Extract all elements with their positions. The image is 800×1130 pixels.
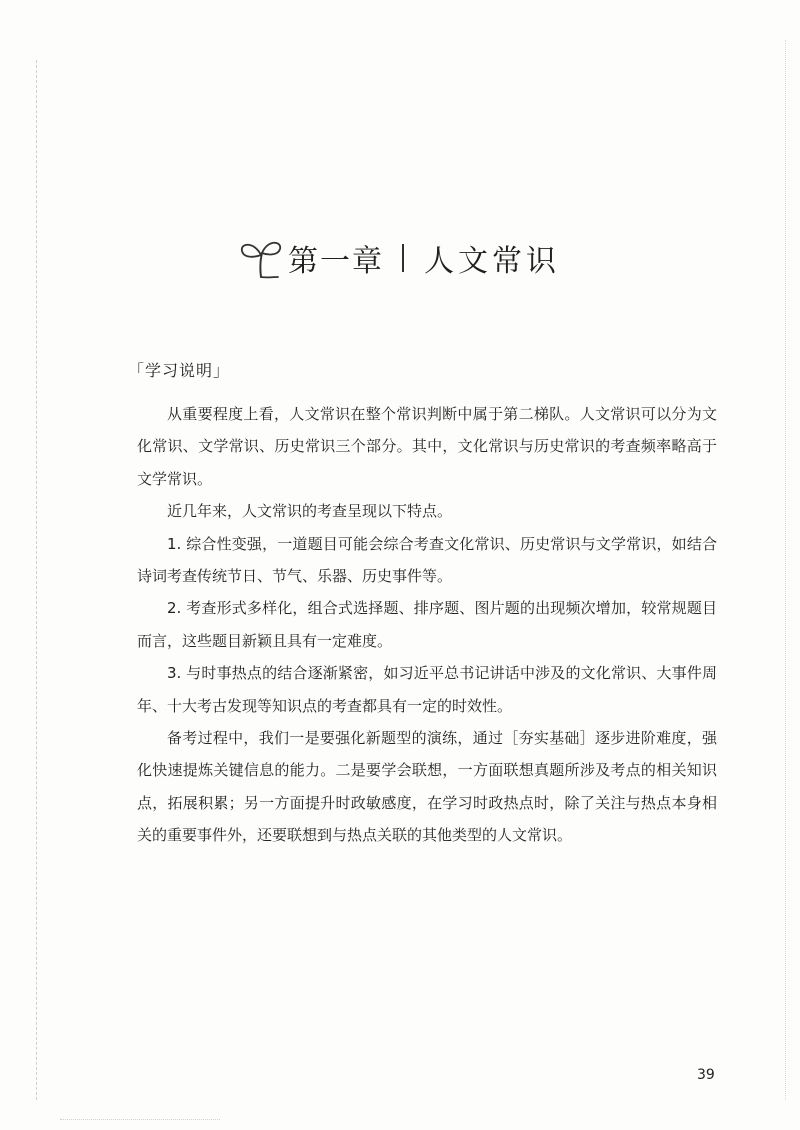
scan-edge-bottom: [60, 1119, 220, 1120]
body-text: [137, 398, 717, 852]
scan-edge-right: [785, 40, 786, 1100]
page-number: 39: [697, 1067, 715, 1083]
chapter-number: 第一章: [288, 244, 384, 279]
chapter-divider: [402, 244, 404, 272]
paragraph: 3. 与时事热点的结合逐渐紧密，如习近平总书记讲话中涉及的文化常识、大事件周年、十大考古发现等知识点的考查都具有一定的时效性。: [137, 664, 717, 715]
paragraph: 1. 综合性变强，一道题目可能会综合考查文化常识、历史常识与文学常识，如结合诗词考查传统节日、节气、乐器、历史事件等。: [137, 534, 717, 586]
paragraph: 近几年来，人文常识的考查呈现以下特点。: [167, 502, 453, 521]
section-heading: 「学习说明」: [128, 361, 231, 380]
sprout-icon: [236, 233, 286, 283]
chapter-heading: [236, 228, 560, 288]
chapter-title: 人文常识: [424, 244, 560, 279]
paragraph: 2. 考查形式多样化，组合式选择题、排序题、图片题的出现频次增加，较常规题目而言，这些题目新颖且具有一定难度。: [137, 599, 717, 650]
paragraph: 备考过程中，我们一是要强化新题型的演练，通过［夯实基础］逐步进阶难度，强化快速提炼关键信息的能力。二是要学会联想，一方面联想真题所涉及考点的相关知识点，拓展积累；另一方面提升时政敏感度，在学习时政热点时，除了关注与热点本身相关的重要事件外，还要联想到与热点关联的其他类型的人文常识。: [137, 729, 717, 845]
paragraph: 从重要程度上看，人文常识在整个常识判断中属于第二梯队。人文常识可以分为文化常识、文学常识、历史常识三个部分。其中，文化常识与历史常识的考查频率略高于文学常识。: [137, 405, 717, 488]
scan-edge-left: [36, 60, 37, 1100]
